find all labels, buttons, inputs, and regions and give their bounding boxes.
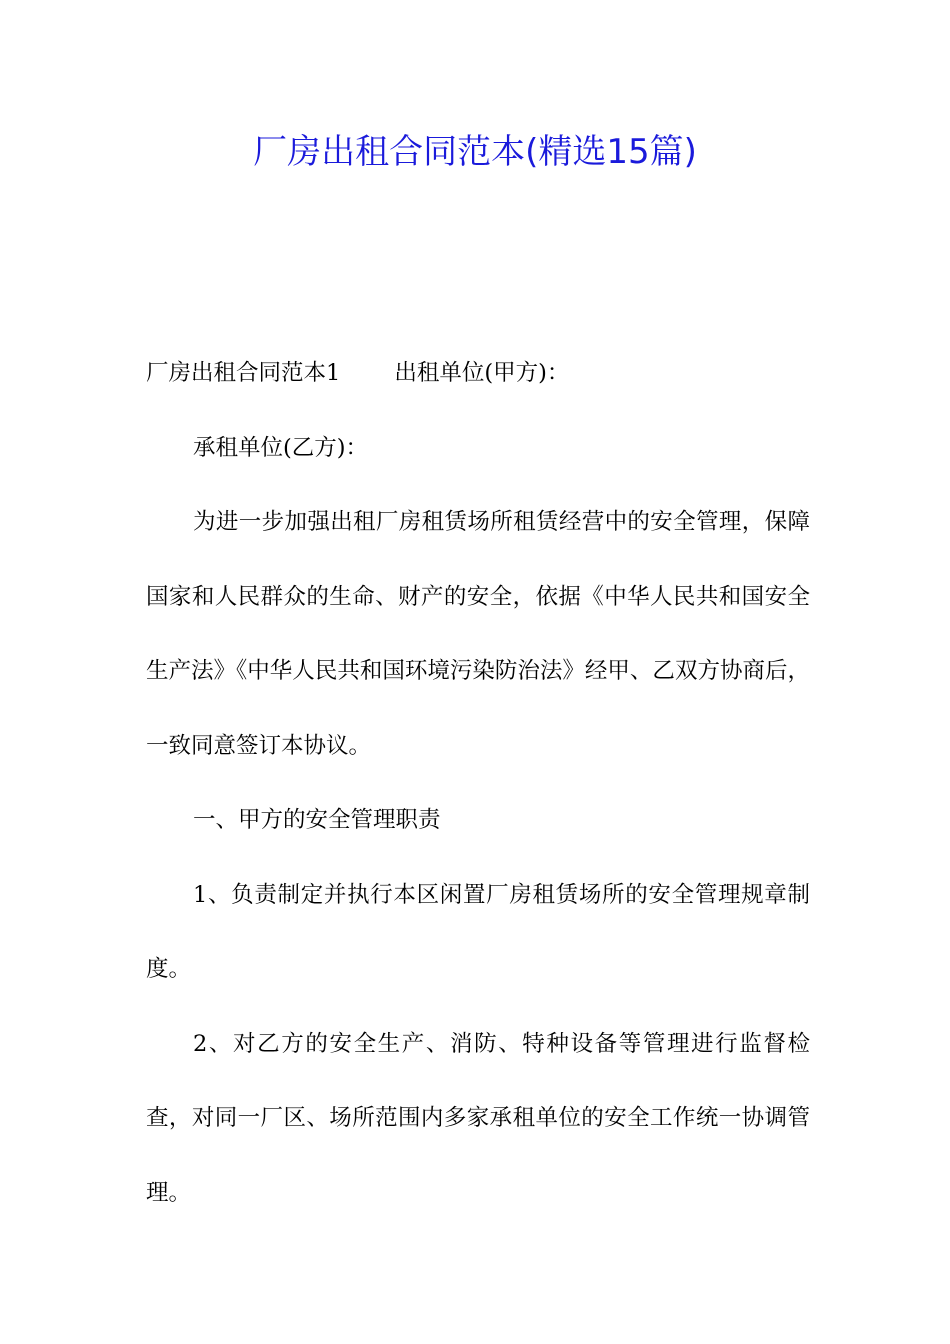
intro-paragraph: 为进一步加强出租厂房租赁场所租赁经营中的安全管理，保障国家和人民群众的生命、财产的安全，依据《中华人民共和国安全生产法》《中华人民共和国环境污染防治法》经甲、乙双方协商后，一致同意签订本协议。 xyxy=(146,509,810,759)
clause-paragraph: 1、负责制定并执行本区闲置厂房租赁场所的安全管理规章制度。 xyxy=(146,881,810,982)
section-heading: 一、甲方的安全管理职责 xyxy=(193,807,441,833)
lessor-label: 出租单位(甲方)： xyxy=(394,360,570,386)
document-body xyxy=(146,336,810,1230)
contract-heading-line xyxy=(146,336,810,411)
lessee-label: 承租单位(乙方)： xyxy=(193,434,369,461)
document-title: 厂房出租合同范本(精选15篇) xyxy=(253,132,697,172)
contract-heading: 厂房出租合同范本1 xyxy=(146,360,341,386)
clause-paragraph: 2、对乙方的安全生产、消防、特种设备等管理进行监督检查，对同一厂区、场所范围内多家承租单位的安全工作统一协调管理。 xyxy=(146,1030,810,1206)
